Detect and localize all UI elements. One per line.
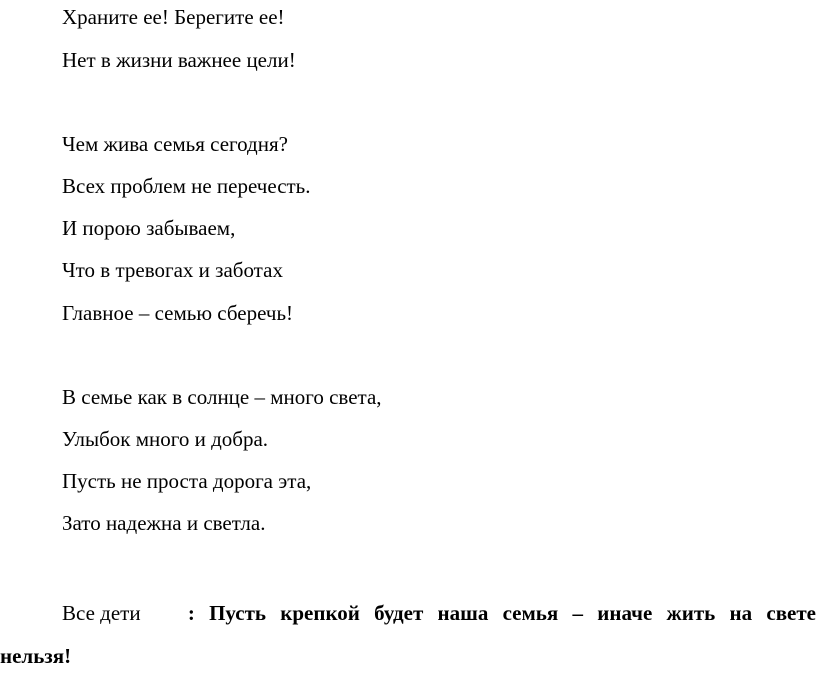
closing-paragraph xyxy=(0,592,816,678)
poem-line: Храните ее! Берегите ее! xyxy=(62,5,285,29)
poem-line: Пусть не проста дорога эта, xyxy=(62,469,312,493)
poem-line: Главное – семью сберечь! xyxy=(62,301,294,325)
poem-line: Что в тревогах и заботах xyxy=(62,258,283,282)
closing-continuation: нельзя! xyxy=(0,644,72,668)
poem-line: Улыбок много и добра. xyxy=(62,427,269,451)
poem-line: Всех проблем не перечесть. xyxy=(62,174,311,198)
closing-first-line xyxy=(0,592,816,635)
poem-line: Нет в жизни важнее цели! xyxy=(62,48,296,72)
poem-line: В семье как в солнце – много света, xyxy=(62,385,382,409)
poem-line: Зато надежна и светла. xyxy=(62,511,266,535)
closing-text: : Пусть крепкой будет наша семья – иначе жить на свете xyxy=(187,601,816,625)
poem-line: Чем жива семья сегодня? xyxy=(62,132,288,156)
closing-speaker: Все дети xyxy=(62,601,141,625)
poem-line: И порою забываем, xyxy=(62,216,236,240)
